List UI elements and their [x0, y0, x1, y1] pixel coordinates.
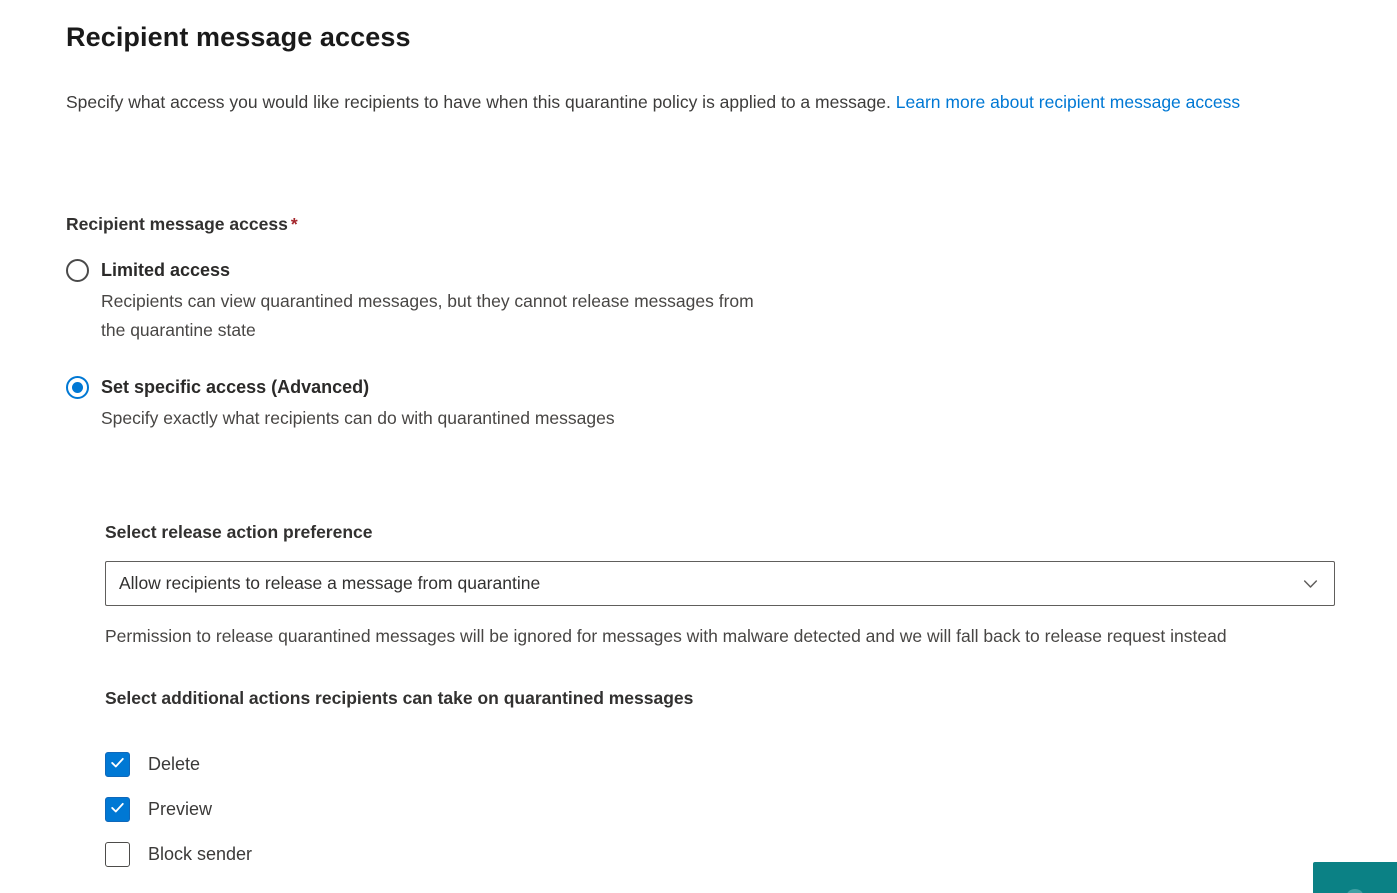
radio-label-limited-access[interactable]: Limited access — [101, 260, 231, 280]
radio-option-limited-access[interactable] — [66, 258, 769, 345]
radio-button-selected[interactable] — [66, 376, 89, 399]
recipient-access-field-label — [66, 214, 298, 235]
checkbox-row-preview[interactable] — [105, 797, 212, 822]
page-description — [66, 88, 1340, 116]
release-action-dropdown[interactable] — [105, 561, 1335, 606]
checkbox-row-delete[interactable] — [105, 752, 200, 777]
release-action-note: Permission to release quarantined messages will be ignored for messages with malware detected and we will fall back to release request instead — [105, 626, 1227, 646]
checkbox-label-delete[interactable]: Delete — [148, 754, 201, 774]
checkbox-row-block-sender[interactable] — [105, 842, 252, 867]
release-action-selected-value: Allow recipients to release a message from quarantine — [119, 573, 541, 593]
chevron-down-icon — [1302, 575, 1319, 592]
recipient-access-field-label-text: Recipient message access — [66, 214, 288, 234]
checkbox-block-sender[interactable] — [105, 842, 130, 867]
feedback-button[interactable] — [1313, 862, 1397, 893]
radio-description-set-specific-access: Specify exactly what recipients can do with quarantined messages — [101, 408, 615, 428]
page-description-text: Specify what access you would like recipients to have when this quarantine policy is applied to a message. — [66, 92, 896, 112]
radio-button-unselected[interactable] — [66, 259, 89, 282]
checkmark-icon — [109, 799, 126, 821]
release-action-label: Select release action preference — [105, 522, 373, 542]
checkbox-label-block-sender[interactable]: Block sender — [148, 844, 253, 864]
page-title: Recipient message access — [66, 22, 411, 52]
checkbox-preview[interactable] — [105, 797, 130, 822]
checkbox-label-preview[interactable]: Preview — [148, 799, 213, 819]
radio-dot — [72, 382, 83, 393]
radio-description-limited-access: Recipients can view quarantined messages, but they cannot release messages from the quarantine state — [101, 291, 754, 340]
feedback-icon — [1347, 889, 1363, 893]
checkmark-icon — [109, 754, 126, 776]
checkbox-delete[interactable] — [105, 752, 130, 777]
learn-more-link[interactable]: Learn more about recipient message access — [895, 92, 1241, 112]
additional-actions-label: Select additional actions recipients can take on quarantined messages — [105, 688, 694, 708]
required-asterisk: * — [290, 214, 298, 234]
radio-label-set-specific-access[interactable]: Set specific access (Advanced) — [101, 377, 370, 397]
radio-option-set-specific-access[interactable] — [66, 375, 615, 433]
